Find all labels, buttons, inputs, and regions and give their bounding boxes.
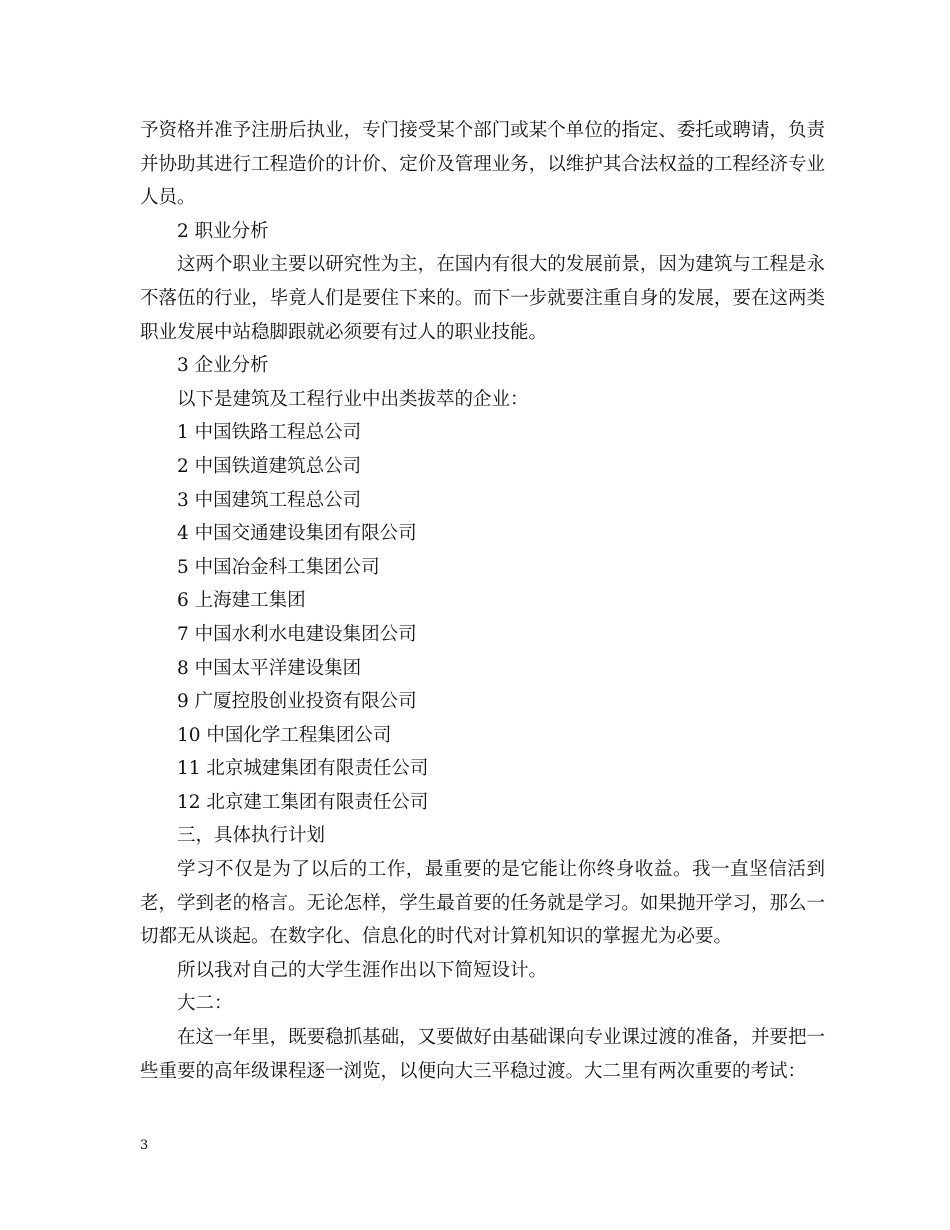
paragraph-qualification: 予资格并准予注册后执业，专门接受某个部门或某个单位的指定、委托或聘请，负责并协助其进行工程造价的计价、定价及管理业务，以维护其合法权益的工程经济专业人员。 <box>140 120 825 209</box>
company-list <box>140 416 825 819</box>
heading-career-analysis: 2 职业分析 <box>177 220 269 242</box>
list-item: 8 中国太平洋建设集团 <box>177 657 362 679</box>
list-item: 7 中国水利水电建设集团公司 <box>177 623 417 645</box>
list-item: 4 中国交通建设集团有限公司 <box>177 523 417 545</box>
list-item: 10 中国化学工程集团公司 <box>177 724 392 746</box>
list-item: 3 中国建筑工程总公司 <box>177 489 362 511</box>
heading-execution-plan: 三，具体执行计划 <box>177 825 326 847</box>
list-item: 5 中国冶金科工集团公司 <box>177 556 380 578</box>
paragraph-career: 这两个职业主要以研究性为主，在国内有很大的发展前景，因为建筑与工程是永不落伍的行业，毕竟人们是要住下来的。而下一步就要注重自身的发展，要在这两类职业发展中站稳脚跟就必须要有过人的职业技能。 <box>140 254 825 343</box>
heading-sophomore: 大二： <box>177 993 233 1015</box>
page-number: 3 <box>140 1138 149 1153</box>
paragraph-design: 所以我对自己的大学生涯作出以下简短设计。 <box>177 959 548 981</box>
heading-enterprise-analysis: 3 企业分析 <box>177 355 269 377</box>
document-body <box>140 114 825 1088</box>
list-item: 12 北京建工集团有限责任公司 <box>177 791 429 813</box>
list-item: 2 中国铁道建筑总公司 <box>177 455 362 477</box>
paragraph-study: 学习不仅是为了以后的工作，最重要的是它能让你终身收益。我一直坚信活到老，学到老的格言。无论怎样，学生最首要的任务就是学习。如果抛开学习，那么一切都无从谈起。在数字化、信息化的时代对计算机知识的掌握尤为必要。 <box>140 859 825 948</box>
list-item: 1 中国铁路工程总公司 <box>177 422 362 444</box>
list-item: 11 北京城建集团有限责任公司 <box>177 758 429 780</box>
list-item: 6 上海建工集团 <box>177 590 306 612</box>
paragraph-enterprise-intro: 以下是建筑及工程行业中出类拔萃的企业： <box>177 388 529 410</box>
paragraph-sophomore: 在这一年里，既要稳抓基础，又要做好由基础课向专业课过渡的准备，并要把一些重要的高年级课程逐一浏览，以便向大三平稳过渡。大二里有两次重要的考试： <box>140 1027 825 1082</box>
list-item: 9 广厦控股创业投资有限公司 <box>177 691 417 713</box>
